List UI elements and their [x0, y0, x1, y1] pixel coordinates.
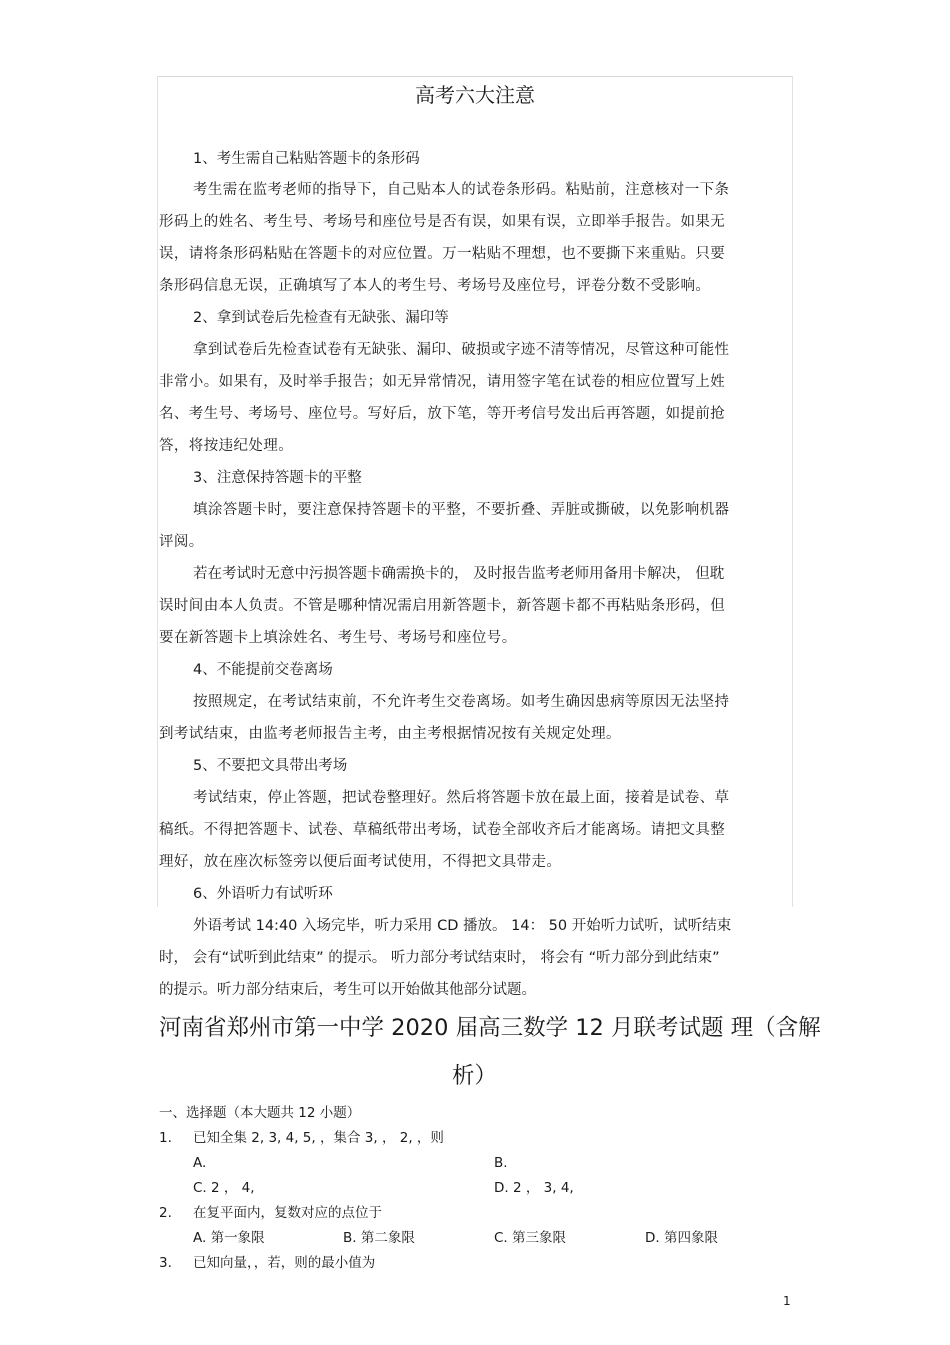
notice-paragraph-line: 若在考试时无意中污损答题卡确需换卡的， 及时报告监考老师用备用卡解决， 但耽 — [193, 566, 725, 582]
notice-paragraph-line: 拿到试卷后先检查试卷有无缺张、漏印、破损或字迹不清等情况，尽管这种可能性 — [193, 342, 730, 358]
notice-paragraph-line: 评阅。 — [159, 534, 204, 550]
notice-heading-1: 1、考生需自己粘贴答题卡的条形码 — [193, 151, 420, 167]
question-stem: 已知全集 2, 3, 4, 5, ，集合 3, ， 2, ，则 — [193, 1130, 444, 1146]
question-number: 2. — [159, 1205, 172, 1221]
page-number: 1 — [783, 1294, 791, 1308]
option-a: A. — [193, 1155, 207, 1171]
question-stem: 已知向量，，若，则的最小值为 — [193, 1255, 376, 1271]
option-b: B. — [494, 1155, 508, 1171]
notice-paragraph-line: 误时间由本人负责。不管是哪种情况需启用新答题卡，新答题卡都不再粘贴条形码，但 — [159, 598, 726, 614]
notice-paragraph-line: 形码上的姓名、考生号、考场号和座位号是否有误，如果有误，立即举手报告。如果无 — [159, 214, 726, 230]
notice-paragraph-line: 名、考生号、考场号、座位号。写好后，放下笔，等开考信号发出后再答题，如提前抢 — [159, 406, 726, 422]
exam-title: 河南省郑州市第一中学 2020 届高三数学 12 月联考试题 理（含解 — [159, 1015, 821, 1041]
notice-title: 高考六大注意 — [415, 83, 535, 107]
notice-heading-3: 3、注意保持答题卡的平整 — [193, 470, 362, 486]
notice-paragraph-line: 稿纸。不得把答题卡、试卷、草稿纸带出考场，试卷全部收齐后才能离场。请把文具整 — [159, 822, 726, 838]
notice-paragraph-line: 要在新答题卡上填涂姓名、考生号、考场号和座位号。 — [159, 630, 517, 646]
notice-paragraph-line: 的提示。听力部分结束后，考生可以开始做其他部分试题。 — [159, 982, 536, 998]
notice-frame — [157, 76, 793, 907]
section-heading: 一、选择题（本大题共 12 小题） — [159, 1105, 361, 1121]
notice-paragraph-line: 时， 会有“试听到此结束” 的提示。 听力部分考试结束时， 将会有 “听力部分到此结束” — [159, 950, 720, 966]
notice-paragraph-line: 条形码信息无误，正确填写了本人的考生号、考场号及座位号，评卷分数不受影响。 — [159, 278, 711, 294]
notice-paragraph-line: 考生需在监考老师的指导下，自己贴本人的试卷条形码。粘贴前，注意核对一下条 — [193, 182, 730, 198]
question-number: 1. — [159, 1130, 172, 1146]
notice-paragraph-line: 按照规定，在考试结束前，不允许考生交卷离场。如考生确因患病等原因无法坚持 — [193, 694, 730, 710]
exam-title-continued: 析） — [452, 1063, 498, 1089]
notice-paragraph-line: 填涂答题卡时，要注意保持答题卡的平整，不要折叠、弄脏或撕破，以免影响机器 — [193, 502, 730, 518]
notice-paragraph-line: 理好，放在座次标签旁以便后面考试使用，不得把文具带走。 — [159, 854, 562, 870]
notice-heading-5: 5、不要把文具带出考场 — [193, 758, 348, 774]
notice-paragraph-line: 外语考试 14:40 入场完毕，听力采用 CD 播放。 14： 50 开始听力试听，试听结束 — [193, 918, 732, 934]
question-stem: 在复平面内，复数对应的点位于 — [193, 1205, 382, 1221]
notice-paragraph-line: 误，请将条形码粘贴在答题卡的对应位置。万一粘贴不理想，也不要撕下来重贴。只要 — [159, 246, 726, 262]
notice-heading-4: 4、不能提前交卷离场 — [193, 662, 333, 678]
option-c: C. 2 ， 4, — [193, 1180, 255, 1196]
option-d: D. 第四象限 — [645, 1230, 718, 1246]
option-d: D. 2 ， 3, 4, — [494, 1180, 574, 1196]
notice-paragraph-line: 到考试结束，由监考老师报告主考，由主考根据情况按有关规定处理。 — [159, 726, 621, 742]
option-b: B. 第二象限 — [343, 1230, 415, 1246]
option-a: A. 第一象限 — [193, 1230, 265, 1246]
notice-paragraph-line: 非常小。如果有，及时举手报告；如无异常情况，请用签字笔在试卷的相应位置写上姓 — [159, 374, 726, 390]
option-c: C. 第三象限 — [494, 1230, 567, 1246]
notice-heading-6: 6、外语听力有试听环 — [193, 886, 333, 902]
notice-heading-2: 2、拿到试卷后先检查有无缺张、漏印等 — [193, 310, 449, 326]
notice-paragraph-line: 答，将按违纪处理。 — [159, 438, 294, 454]
notice-paragraph-line: 考试结束，停止答题，把试卷整理好。然后将答题卡放在最上面，接着是试卷、草 — [193, 790, 730, 806]
question-number: 3. — [159, 1255, 172, 1271]
